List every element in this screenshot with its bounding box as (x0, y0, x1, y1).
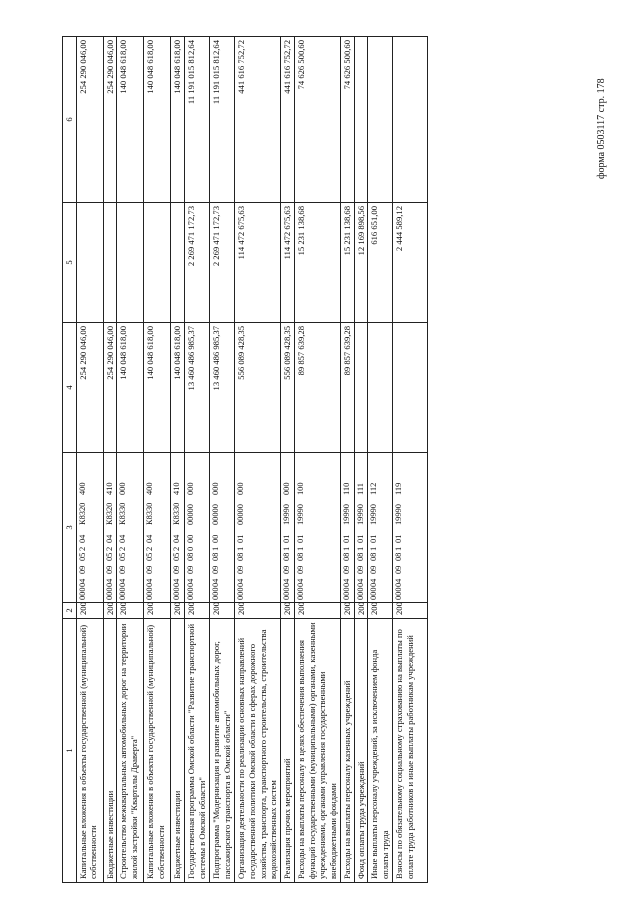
row-approved: 140 048 618,00 (171, 323, 185, 453)
table-row (185, 37, 210, 883)
row-approved (393, 323, 428, 453)
code-part: 112 (369, 482, 379, 495)
code-part: 19990 (341, 504, 351, 525)
code-part: 000 (172, 587, 182, 600)
row-name: Бюджетные инвестиции (171, 619, 185, 883)
code-part: 1 (355, 546, 365, 551)
row-approved: 140 048 618,00 (117, 323, 144, 453)
code-part: 2 (118, 546, 128, 551)
code-part: 000 (282, 482, 292, 495)
row-budget-code (340, 453, 354, 603)
code-part: 1 (282, 546, 292, 551)
code-part: 1 (369, 546, 379, 551)
table-body (76, 37, 428, 883)
code-part: 09 (282, 565, 292, 574)
code-part: 410 (104, 482, 114, 495)
code-part: 000 (186, 482, 196, 495)
code-part: 000 (104, 587, 114, 600)
code-part: 09 (145, 565, 155, 574)
row-line-code: 200 (368, 603, 393, 619)
table-row (103, 37, 117, 883)
row-executed: 15 231 138,68 (294, 203, 340, 323)
table-row (354, 37, 368, 883)
row-unexecuted: 441 616 752,72 (235, 37, 281, 203)
row-line-code: 200 (144, 603, 171, 619)
code-part: 01 (282, 534, 292, 543)
code-part: 01 (355, 534, 365, 543)
row-approved (368, 323, 393, 453)
code-part: 1 (394, 546, 404, 551)
code-part: 09 (394, 565, 404, 574)
row-budget-code (294, 453, 340, 603)
code-part: 04 (172, 578, 182, 587)
code-part: 01 (394, 534, 404, 543)
row-name: Реализация прочих мероприятий (281, 619, 295, 883)
row-executed: 616 651,00 (368, 203, 393, 323)
row-name: Капитальные вложения в объекты государственной (муниципальной) собственности (144, 619, 171, 883)
code-part: 01 (295, 534, 305, 543)
row-approved: 89 857 639,28 (340, 323, 354, 453)
code-part: 08 (295, 552, 305, 561)
code-part: 04 (104, 578, 114, 587)
code-part: 000 (211, 587, 221, 600)
row-unexecuted: 140 048 618,00 (144, 37, 171, 203)
table-row (340, 37, 354, 883)
code-part: 04 (236, 578, 246, 587)
row-budget-code (117, 453, 144, 603)
table-row (235, 37, 281, 883)
row-unexecuted: 11 191 015 812,64 (185, 37, 210, 203)
code-part: К8330 (172, 502, 182, 525)
code-part: 2 (145, 546, 155, 551)
code-part: 000 (295, 587, 305, 600)
row-line-code: 200 (103, 603, 117, 619)
code-part: 000 (282, 587, 292, 600)
code-part: 01 (341, 534, 351, 543)
code-part: 0 (186, 546, 196, 551)
row-line-code: 200 (171, 603, 185, 619)
row-budget-code (171, 453, 185, 603)
table-row (171, 37, 185, 883)
row-line-code: 200 (354, 603, 368, 619)
col-header-4: 4 (63, 323, 77, 453)
row-line-code: 200 (281, 603, 295, 619)
row-executed: 15 231 138,68 (340, 203, 354, 323)
budget-table (62, 36, 428, 883)
code-part: 08 (282, 552, 292, 561)
row-line-code: 200 (294, 603, 340, 619)
code-part: 08 (236, 552, 246, 561)
code-part: 000 (394, 587, 404, 600)
code-part: 2 (172, 546, 182, 551)
code-part: 04 (145, 578, 155, 587)
code-part: 000 (118, 587, 128, 600)
code-part: 04 (394, 578, 404, 587)
code-part: 04 (355, 578, 365, 587)
code-part: 09 (369, 565, 379, 574)
code-part: 08 (211, 552, 221, 561)
row-unexecuted: 441 616 752,72 (281, 37, 295, 203)
code-part: 05 (172, 552, 182, 561)
row-executed (144, 203, 171, 323)
row-name: Взносы по обязательному социальному страхованию на выплаты по оплате труда работников и иные выплаты работникам учреждений (393, 619, 428, 883)
code-part: 2 (77, 546, 87, 551)
row-approved: 254 290 046,00 (103, 323, 117, 453)
table-row (117, 37, 144, 883)
code-part: 09 (355, 565, 365, 574)
code-part: 19990 (355, 504, 365, 525)
row-unexecuted: 74 626 500,60 (340, 37, 354, 203)
code-part: 09 (77, 565, 87, 574)
row-budget-code (368, 453, 393, 603)
row-executed (103, 203, 117, 323)
table-row (210, 37, 235, 883)
code-part: 04 (211, 578, 221, 587)
code-part: 000 (118, 482, 128, 495)
table-row (393, 37, 428, 883)
code-part: 111 (355, 483, 365, 495)
code-part: 04 (118, 578, 128, 587)
code-part: К8320 (104, 502, 114, 525)
code-part: 08 (341, 552, 351, 561)
code-part: 000 (186, 587, 196, 600)
code-part: 08 (186, 552, 196, 561)
row-executed: 114 472 675,63 (281, 203, 295, 323)
code-part: 410 (172, 482, 182, 495)
col-header-3: 3 (63, 453, 77, 603)
row-unexecuted (393, 37, 428, 203)
row-budget-code (354, 453, 368, 603)
code-part: 1 (211, 546, 221, 551)
table-row (76, 37, 103, 883)
row-name: Бюджетные инвестиции (103, 619, 117, 883)
code-part: 000 (341, 587, 351, 600)
row-name: Расходы на выплаты персоналу в целях обеспечения выполнения функций государственными (муниципальными) органами, казенными учреждениями, органами управления государственными внебюджетными фондами (294, 619, 340, 883)
code-part: 100 (295, 482, 305, 495)
row-name: Подпрограмма "Модернизация и развитие автомобильных дорог, пассажирского транспорта в Омской области" (210, 619, 235, 883)
code-part: 1 (341, 546, 351, 551)
row-budget-code (103, 453, 117, 603)
row-executed: 2 269 471 172,73 (185, 203, 210, 323)
code-part: 000 (77, 587, 87, 600)
row-budget-code (393, 453, 428, 603)
code-part: 09 (211, 565, 221, 574)
row-approved: 89 857 639,28 (294, 323, 340, 453)
code-part: 00000 (236, 504, 246, 525)
code-part: 09 (104, 565, 114, 574)
row-approved: 556 089 428,35 (281, 323, 295, 453)
code-part: 04 (341, 578, 351, 587)
row-unexecuted: 74 626 500,60 (294, 37, 340, 203)
row-unexecuted: 11 191 015 812,64 (210, 37, 235, 203)
row-budget-code (185, 453, 210, 603)
row-line-code: 200 (210, 603, 235, 619)
row-unexecuted: 254 290 046,00 (103, 37, 117, 203)
form-label: форма 0503117 стр. 178 (596, 78, 607, 179)
row-executed: 2 269 471 172,73 (210, 203, 235, 323)
code-part: 1 (236, 546, 246, 551)
col-header-5: 5 (63, 203, 77, 323)
table-row (294, 37, 340, 883)
code-part: 09 (341, 565, 351, 574)
code-part: 000 (236, 482, 246, 495)
code-part: 04 (186, 578, 196, 587)
row-budget-code (144, 453, 171, 603)
row-unexecuted (354, 37, 368, 203)
row-approved: 556 089 428,35 (235, 323, 281, 453)
code-part: К8330 (118, 502, 128, 525)
code-part: 000 (145, 587, 155, 600)
code-part: 04 (172, 534, 182, 543)
table-row (368, 37, 393, 883)
code-part: 000 (236, 587, 246, 600)
code-part: 01 (369, 534, 379, 543)
row-unexecuted: 140 048 618,00 (171, 37, 185, 203)
code-part: 19990 (295, 504, 305, 525)
code-part: 08 (394, 552, 404, 561)
code-part: 04 (282, 578, 292, 587)
row-budget-code (235, 453, 281, 603)
code-part: 000 (369, 587, 379, 600)
row-executed: 2 444 589,12 (393, 203, 428, 323)
code-part: 04 (77, 578, 87, 587)
code-part: 04 (77, 534, 87, 543)
code-part: 09 (236, 565, 246, 574)
row-line-code: 200 (393, 603, 428, 619)
header-row (63, 37, 77, 883)
code-part: 04 (118, 534, 128, 543)
row-unexecuted: 140 048 618,00 (117, 37, 144, 203)
row-name: Организация деятельности по реализации основных направлений государственной политики Омской области в сферах дорожного хозяйства, транспорта, транспортного строительства, строительства водохозяйственных систем (235, 619, 281, 883)
code-part: 04 (145, 534, 155, 543)
code-part: 000 (211, 482, 221, 495)
row-unexecuted: 254 290 046,00 (76, 37, 103, 203)
row-line-code: 200 (185, 603, 210, 619)
row-name: Расходы на выплаты персоналу казенных учреждений (340, 619, 354, 883)
row-budget-code (210, 453, 235, 603)
code-part: 09 (295, 565, 305, 574)
row-executed: 12 169 898,56 (354, 203, 368, 323)
code-part: 19990 (369, 504, 379, 525)
code-part: 400 (145, 482, 155, 495)
row-unexecuted (368, 37, 393, 203)
col-header-6: 6 (63, 37, 77, 203)
row-line-code: 200 (76, 603, 103, 619)
code-part: 000 (355, 587, 365, 600)
code-part: 00000 (211, 504, 221, 525)
row-name: Государственная программа Омской области "Развитие транспортной системы в Омской области" (185, 619, 210, 883)
code-part: 04 (104, 534, 114, 543)
row-approved (354, 323, 368, 453)
code-part: 00 (186, 534, 196, 543)
code-part: 110 (341, 482, 351, 495)
row-name: Фонд оплаты труда учреждений (354, 619, 368, 883)
code-part: 09 (172, 565, 182, 574)
row-approved: 13 460 486 985,37 (210, 323, 235, 453)
row-executed (76, 203, 103, 323)
row-executed (117, 203, 144, 323)
row-line-code: 200 (235, 603, 281, 619)
code-part: 00000 (186, 504, 196, 525)
code-part: 09 (186, 565, 196, 574)
code-part: 01 (236, 534, 246, 543)
code-part: 05 (104, 552, 114, 561)
row-name: Иные выплаты персоналу учреждений, за исключением фонда оплаты труда (368, 619, 393, 883)
row-executed (171, 203, 185, 323)
code-part: 05 (145, 552, 155, 561)
col-header-2: 2 (63, 603, 77, 619)
row-line-code: 200 (117, 603, 144, 619)
row-executed: 114 472 675,63 (235, 203, 281, 323)
code-part: 05 (118, 552, 128, 561)
table-row (281, 37, 295, 883)
row-approved: 13 460 486 985,37 (185, 323, 210, 453)
code-part: К8320 (77, 502, 87, 525)
code-part: 19990 (282, 504, 292, 525)
row-name: Строительство межквартальных автомобильных дорог на территории жилой застройки "Кварталы Драверта" (117, 619, 144, 883)
code-part: 09 (118, 565, 128, 574)
row-name: Капитальные вложения в объекты государственной (муниципальной) собственности (76, 619, 103, 883)
code-part: 400 (77, 482, 87, 495)
row-approved: 140 048 618,00 (144, 323, 171, 453)
code-part: 119 (394, 482, 404, 495)
code-part: 04 (295, 578, 305, 587)
row-line-code: 200 (340, 603, 354, 619)
table-row (144, 37, 171, 883)
code-part: К8330 (145, 502, 155, 525)
code-part: 04 (369, 578, 379, 587)
code-part: 00 (211, 534, 221, 543)
code-part: 08 (369, 552, 379, 561)
col-header-1: 1 (63, 619, 77, 883)
row-budget-code (76, 453, 103, 603)
code-part: 08 (355, 552, 365, 561)
code-part: 1 (295, 546, 305, 551)
row-budget-code (281, 453, 295, 603)
code-part: 05 (77, 552, 87, 561)
code-part: 2 (104, 546, 114, 551)
row-approved: 254 290 046,00 (76, 323, 103, 453)
code-part: 19990 (394, 504, 404, 525)
